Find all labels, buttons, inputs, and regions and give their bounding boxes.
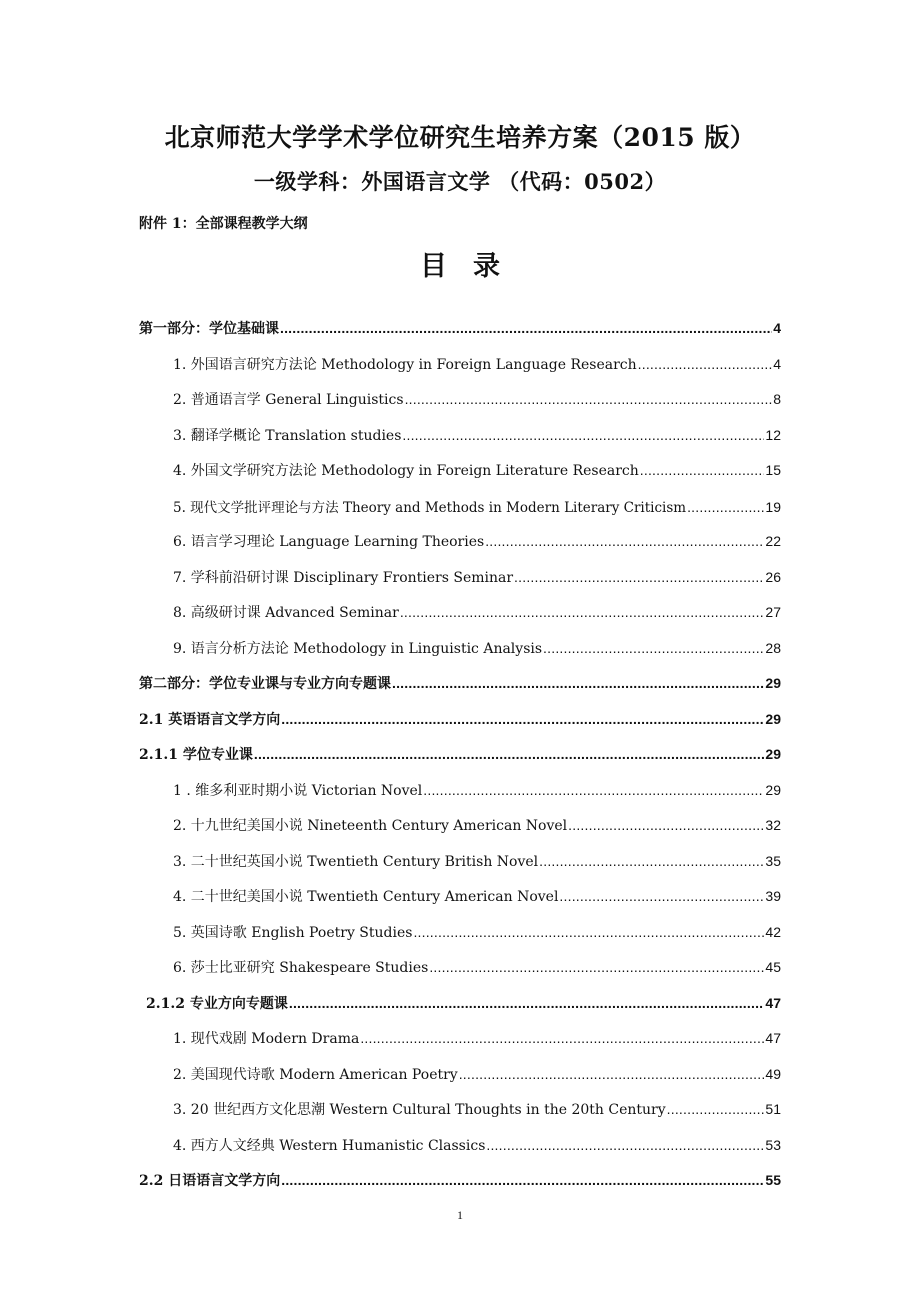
toc-entry-label: 7. 学科前沿研讨课 Disciplinary Frontiers Seminar: [173, 570, 514, 586]
toc-entry[interactable]: [173, 389, 781, 411]
toc-entry-subsection[interactable]: [146, 993, 781, 1015]
toc-leader-dots: [400, 604, 765, 620]
toc-leader-dots: [667, 1101, 765, 1117]
toc-entry-page: 55: [765, 1172, 781, 1188]
toc-entry-label: 9. 语言分析方法论 Methodology in Linguistic Analysis: [173, 641, 543, 657]
toc-leader-dots: [486, 1137, 764, 1153]
toc-entry-label: 2.1.2 专业方向专题课: [146, 996, 288, 1012]
toc-entry-part-1[interactable]: [139, 318, 781, 340]
toc-leader-dots: [514, 569, 764, 585]
toc-leader-dots: [429, 959, 764, 975]
toc-entry-label: 8. 高级研讨课 Advanced Seminar: [173, 605, 399, 621]
toc-leader-dots: [413, 924, 764, 940]
toc-leader-dots: [281, 711, 764, 727]
toc-entry-page: 51: [765, 1101, 781, 1117]
toc-entry[interactable]: [173, 425, 781, 447]
toc-leader-dots: [254, 746, 765, 762]
toc-entry-page: 8: [773, 391, 781, 407]
page-number: 1: [457, 1208, 463, 1222]
toc-entry-label: 第一部分：学位基础课: [139, 321, 279, 337]
toc-entry-page: 35: [765, 853, 781, 869]
toc-entry-label: 3. 翻译学概论 Translation studies: [173, 428, 402, 444]
toc-entry-page: 29: [765, 711, 781, 727]
toc-entry-page: 12: [765, 427, 781, 443]
toc-entry[interactable]: [173, 496, 781, 518]
toc-leader-dots: [402, 427, 764, 443]
toc-entry-page: 45: [765, 959, 781, 975]
toc-entry[interactable]: [173, 1028, 781, 1050]
toc-entry-section[interactable]: [139, 1170, 781, 1192]
toc-entry[interactable]: [173, 1099, 781, 1121]
toc-entry-page: 29: [765, 746, 781, 762]
toc-leader-dots: [392, 675, 764, 691]
toc-entry[interactable]: [173, 1135, 781, 1157]
toc-leader-dots: [280, 320, 772, 336]
toc-entry-page: 29: [765, 675, 781, 691]
toc-entry[interactable]: [173, 567, 781, 589]
toc-entry-label: 第二部分：学位专业课与专业方向专题课: [139, 676, 391, 692]
toc-leader-dots: [405, 391, 773, 407]
toc-entry-label: 5. 英国诗歌 English Poetry Studies: [173, 925, 413, 941]
toc-leader-dots: [568, 817, 764, 833]
toc-leader-dots: [543, 640, 764, 656]
document-title: 北京师范大学学术学位研究生培养方案（2015 版）: [164, 123, 756, 152]
toc-entry-part-2[interactable]: [139, 673, 781, 695]
toc-leader-dots: [640, 462, 765, 478]
toc-entry-label: 5. 现代文学批评理论与方法 Theory and Methods in Modern Literary Criticism: [173, 500, 687, 516]
toc-heading: 目录: [420, 251, 526, 282]
toc-leader-dots: [459, 1066, 765, 1082]
toc-entry-page: 19: [765, 499, 781, 515]
toc-entry-section[interactable]: [139, 709, 781, 731]
toc-entry-page: 28: [765, 640, 781, 656]
toc-leader-dots: [281, 1172, 764, 1188]
toc-leader-dots: [485, 533, 764, 549]
toc-entry[interactable]: [173, 460, 781, 482]
toc-entry-label: 1. 外国语言研究方法论 Methodology in Foreign Language Research: [173, 357, 637, 373]
toc-entry[interactable]: [173, 1064, 781, 1086]
toc-entry-label: 1. 现代戏剧 Modern Drama: [173, 1031, 360, 1047]
toc-entry[interactable]: [173, 531, 781, 553]
toc-entry-label: 2. 十九世纪美国小说 Nineteenth Century American Novel: [173, 818, 568, 834]
toc-entry-page: 4: [773, 320, 781, 336]
toc-entry-subsection[interactable]: [139, 744, 781, 766]
toc-entry-page: 29: [765, 782, 781, 798]
toc-entry-page: 27: [765, 604, 781, 620]
toc-entry-label: 6. 语言学习理论 Language Learning Theories: [173, 534, 485, 550]
toc-entry[interactable]: [173, 354, 781, 376]
toc-entry[interactable]: [173, 957, 781, 979]
attachment-label: 附件 1：全部课程教学大纲: [139, 216, 308, 232]
toc-entry[interactable]: [173, 922, 781, 944]
toc-leader-dots: [559, 888, 764, 904]
toc-entry-label: 2.1.1 学位专业课: [139, 747, 253, 763]
toc-entry-page: 47: [765, 1030, 781, 1046]
toc-entry-page: 32: [765, 817, 781, 833]
toc-entry-label: 6. 莎士比亚研究 Shakespeare Studies: [173, 960, 429, 976]
toc-entry-label: 4. 西方人文经典 Western Humanistic Classics: [173, 1138, 486, 1154]
document-subtitle: 一级学科：外国语言文学 （代码：0502）: [253, 169, 667, 194]
toc-leader-dots: [638, 356, 773, 372]
toc-entry-page: 4: [773, 356, 781, 372]
toc-leader-dots: [360, 1030, 764, 1046]
toc-entry-label: 3. 二十世纪英国小说 Twentieth Century British Novel: [173, 854, 539, 870]
toc-entry-label: 4. 二十世纪美国小说 Twentieth Century American Novel: [173, 889, 559, 905]
toc-entry[interactable]: [173, 638, 781, 660]
toc-entry[interactable]: [173, 602, 781, 624]
toc-entry-label: 2. 普通语言学 General Linguistics: [173, 392, 404, 408]
toc-entry-label: 2.1 英语语言文学方向: [139, 712, 281, 728]
toc-entry-label: 2.2 日语语言文学方向: [139, 1173, 281, 1189]
toc-entry-page: 26: [765, 569, 781, 585]
toc-entry-page: 42: [765, 924, 781, 940]
toc-entry-label: 3. 20 世纪西方文化思潮 Western Cultural Thoughts in the 20th Century: [173, 1102, 666, 1118]
toc-entry[interactable]: [173, 815, 781, 837]
toc-entry-page: 39: [765, 888, 781, 904]
toc-entry-label: 2. 美国现代诗歌 Modern American Poetry: [173, 1067, 458, 1083]
toc-entry[interactable]: [173, 780, 781, 802]
toc-leader-dots: [539, 853, 764, 869]
toc-entry-page: 22: [765, 533, 781, 549]
toc-entry-page: 47: [765, 995, 781, 1011]
toc-entry-label: 1 . 维多利亚时期小说 Victorian Novel: [173, 783, 423, 799]
toc-entry-page: 53: [765, 1137, 781, 1153]
toc-leader-dots: [423, 782, 764, 798]
toc-leader-dots: [289, 995, 765, 1011]
toc-entry[interactable]: [173, 886, 781, 908]
toc-leader-dots: [687, 499, 764, 515]
toc-entry-page: 15: [765, 462, 781, 478]
toc-entry[interactable]: [173, 851, 781, 873]
toc-entry-page: 49: [765, 1066, 781, 1082]
toc-entry-label: 4. 外国文学研究方法论 Methodology in Foreign Literature Research: [173, 463, 639, 479]
